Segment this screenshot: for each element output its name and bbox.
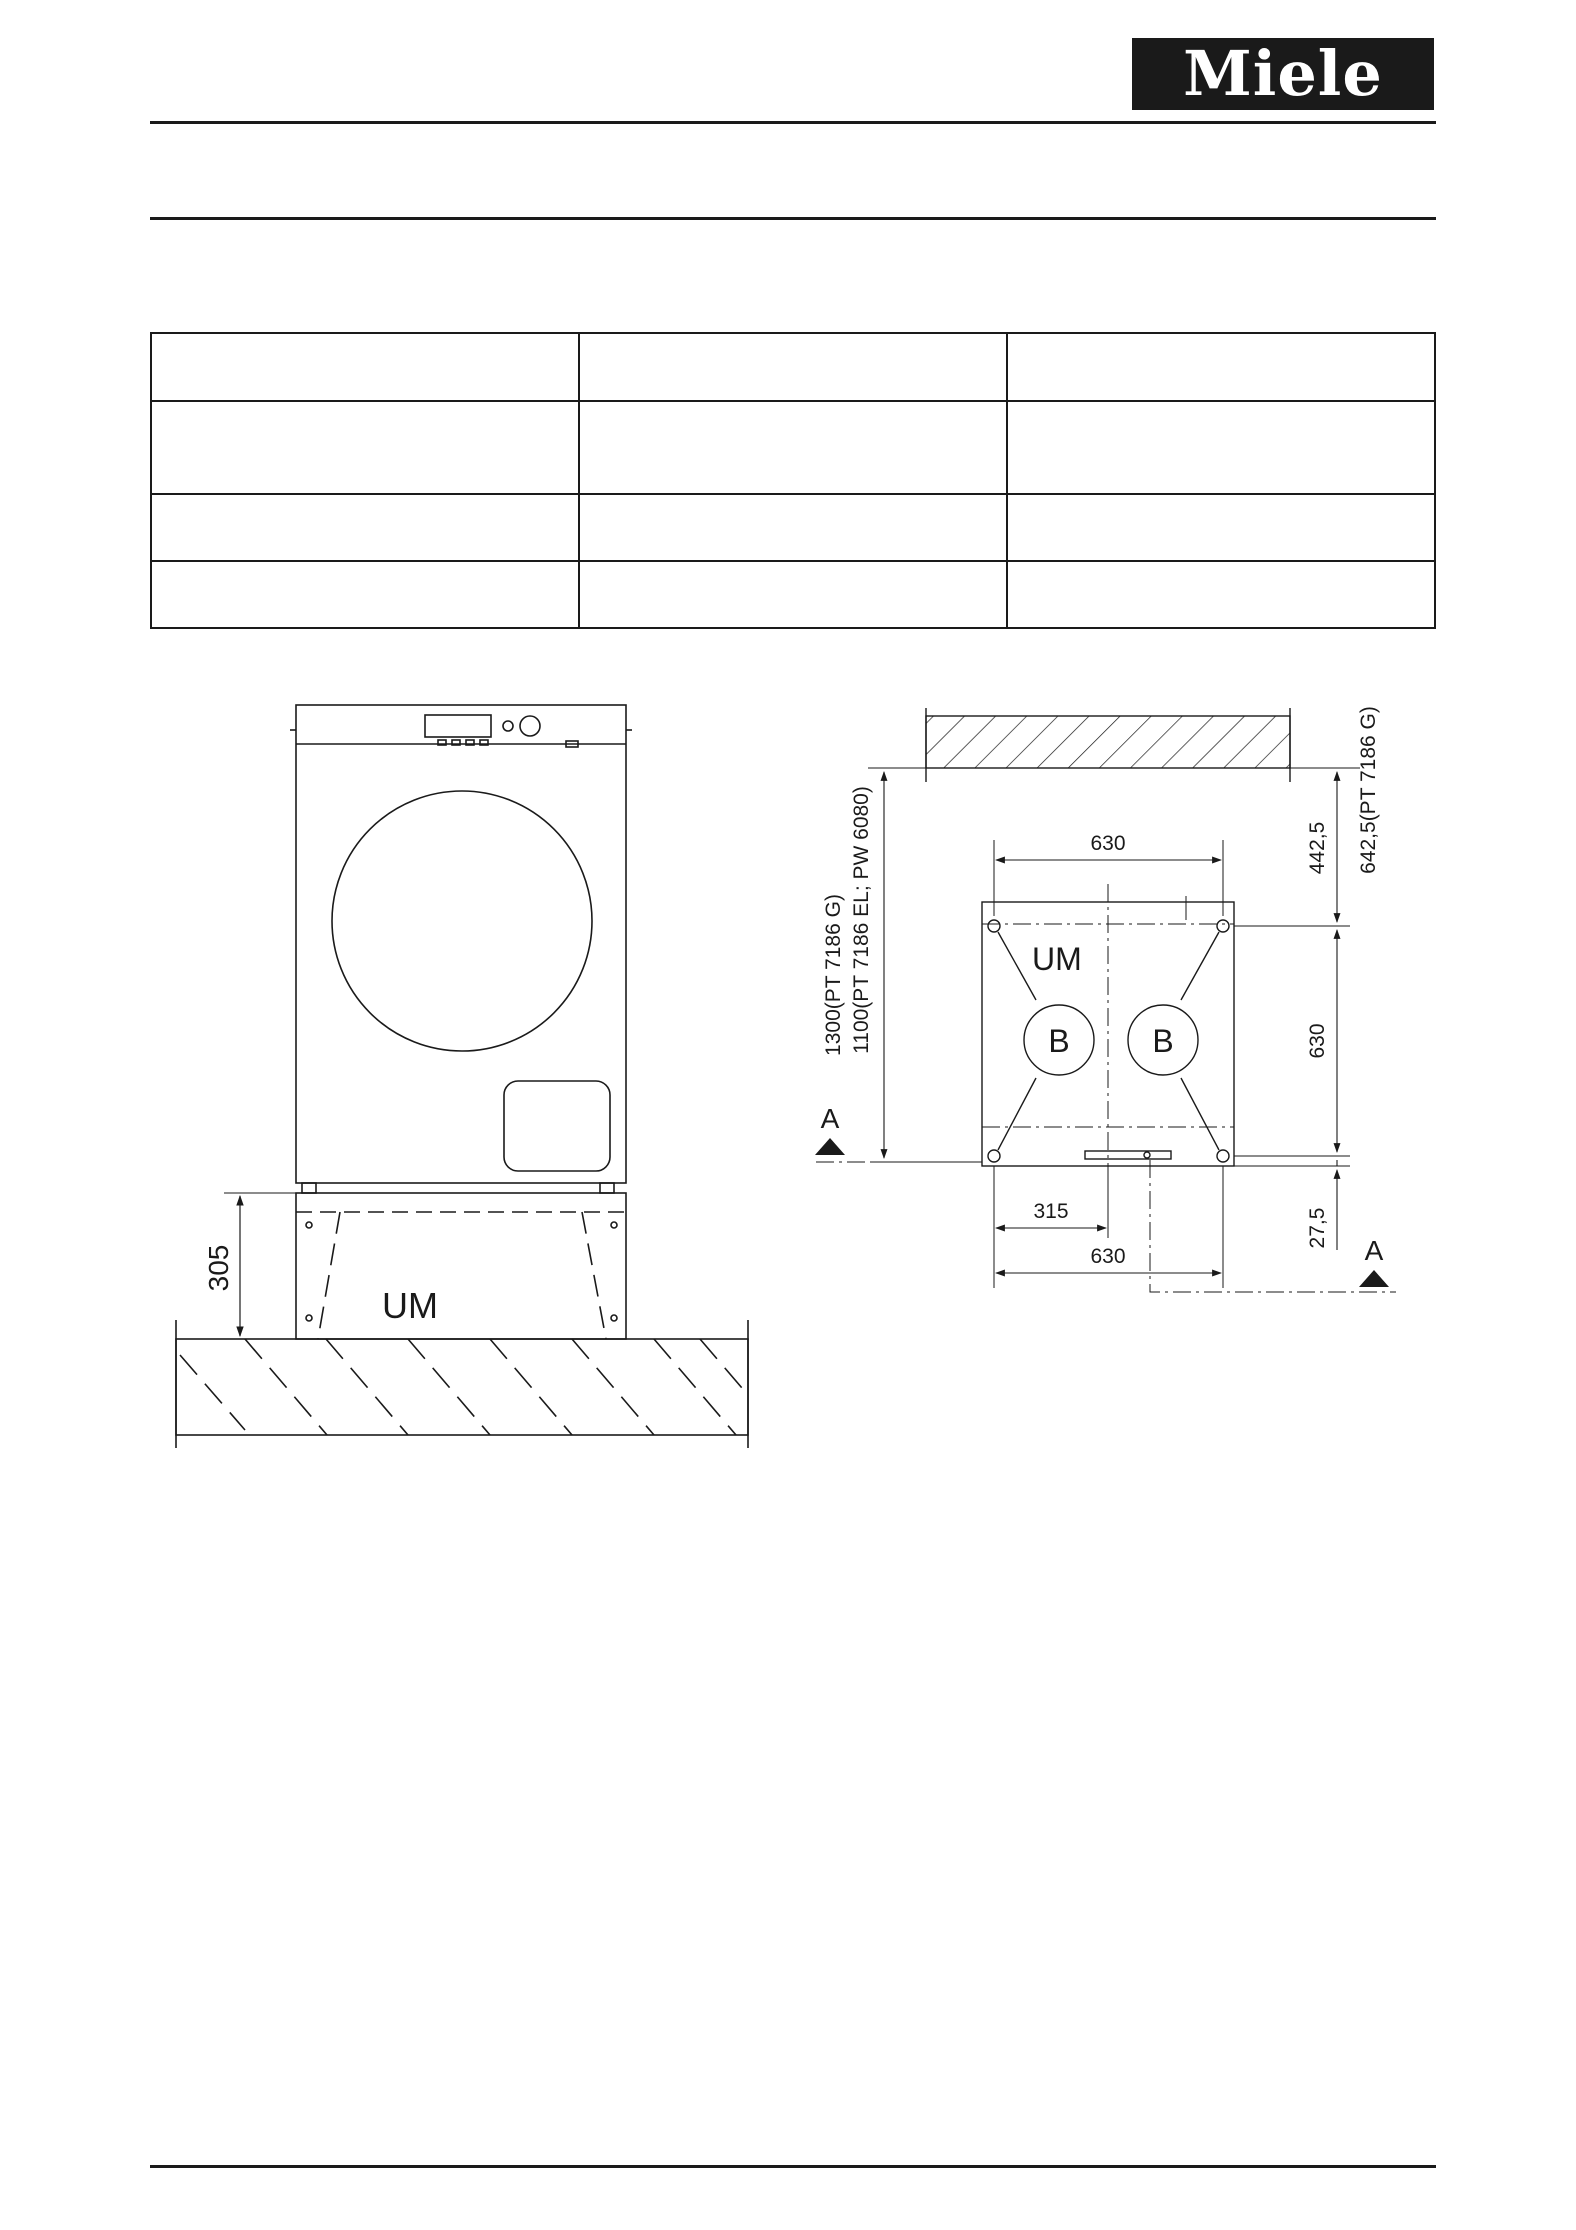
wall-hatched xyxy=(926,716,1290,768)
floor-hatching xyxy=(180,1339,748,1435)
service-flap xyxy=(504,1081,610,1171)
machine-foot xyxy=(600,1183,614,1193)
program-selector-icon xyxy=(520,716,540,736)
section-marker-right-icon xyxy=(1359,1270,1389,1287)
dim-305-label: 305 xyxy=(203,1244,234,1292)
dim-27-label: 27,5 xyxy=(1306,1207,1329,1249)
section-marker-left-icon xyxy=(815,1138,845,1155)
front-view xyxy=(176,705,748,1448)
brand-logo-text: Miele xyxy=(1183,37,1383,110)
plan-view xyxy=(816,708,1396,1292)
foot-b-right-label: B xyxy=(1152,1023,1174,1059)
dim-1300-label: 1300(PT 7186 G) xyxy=(822,894,845,1056)
dim-630-bottom-label: 630 xyxy=(1090,1245,1126,1268)
door-porthole xyxy=(332,791,592,1051)
plinth-um xyxy=(296,1193,626,1339)
dim-630-depth-label: 630 xyxy=(1306,1023,1329,1059)
plan-base-label: UM xyxy=(1032,941,1082,977)
dim-315-label: 315 xyxy=(1033,1200,1069,1223)
section-a-left-label: A xyxy=(820,1103,840,1134)
control-knob-icon xyxy=(503,721,513,731)
dim-1100-label: 1100(PT 7186 EL; PW 6080) xyxy=(850,786,873,1054)
dim-442-label: 442,5 xyxy=(1306,821,1329,875)
dim-642-label: 642,5(PT 7186 G) xyxy=(1357,706,1380,874)
display-panel xyxy=(425,715,491,737)
machine-foot xyxy=(302,1183,316,1193)
front-base-label: UM xyxy=(382,1285,438,1326)
section-a-right-label: A xyxy=(1364,1235,1384,1266)
dryer-body xyxy=(296,705,626,1183)
foot-b-left-label: B xyxy=(1048,1023,1070,1059)
footer-rule xyxy=(150,2165,1436,2168)
floor-slab xyxy=(176,1339,748,1435)
dim-630-top-label: 630 xyxy=(1090,832,1126,855)
